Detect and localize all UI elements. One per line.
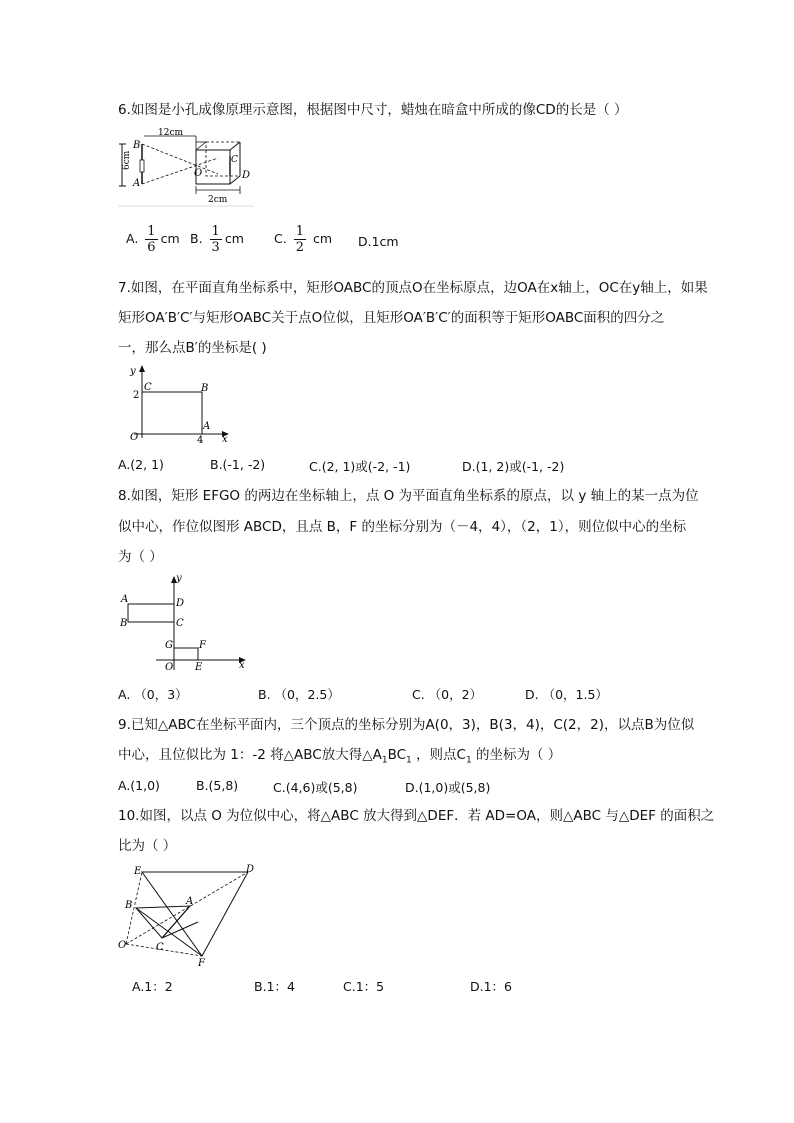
q6-label-C: C — [231, 155, 238, 165]
q9-line-2: 中心，且位似比为 1：-2 将△ABC放大得$\triangle A_1BC_1$ ，则点$C_1$ 的坐标为（ ） — [118, 747, 562, 766]
q8-coordinate-figure — [118, 572, 250, 674]
q8-label-C: C — [176, 618, 184, 629]
q10-label-E: E — [134, 866, 142, 877]
q8-label-F: F — [199, 640, 206, 651]
q10-label-A: A — [186, 896, 194, 907]
q9-option-B: B.(5,8) — [196, 778, 239, 793]
q10-label-O: O — [118, 940, 127, 951]
q7-option-A: A.(2, 1) — [118, 457, 164, 472]
q6-pinhole-figure — [118, 126, 258, 208]
q7-label-y: y — [130, 366, 136, 377]
q10-label-B: B — [125, 900, 133, 911]
q7-label-A: A — [203, 421, 211, 432]
q8-label-G: G — [165, 640, 173, 651]
q8-label-B: B — [120, 618, 128, 629]
q8-label-O: O — [165, 662, 174, 673]
q7-label-2: 2 — [133, 390, 140, 401]
q7-label-x: x — [222, 434, 228, 445]
q10-line-1: 10.如图，以点 O 为位似中心，将△ABC 放大得到△DEF．若 AD=OA，则△ABC 与△DEF 的面积之 — [118, 808, 715, 824]
q6-left-dim: 6cm — [122, 150, 132, 170]
q9-option-D: D.(1,0)或(5,8) — [405, 780, 491, 795]
q7-label-O: O — [130, 432, 139, 443]
q7-line-1: 7.如图，在平面直角坐标系中，矩形OABC的顶点O在坐标原点，边OA在x轴上，OC在y轴上，如果 — [118, 280, 708, 296]
q8-option-C: C. （0，2） — [412, 687, 483, 702]
q6-option-A: A. $\frac{1}{6}$ cm — [126, 224, 180, 255]
q9-line-1: 9.已知△ABC在坐标平面内，三个顶点的坐标分别为A(0，3)，B(3，4)，C(2，2)，以点B为位似 — [118, 717, 695, 733]
q6-bottom-dim: 2cm — [208, 195, 228, 205]
q6-stem: 6.如图是小孔成像原理示意图，根据图中尺寸，蜡烛在暗盒中所成的像CD的长是（ ） — [118, 102, 628, 118]
q6-top-dim: 12cm — [158, 128, 184, 138]
q6-option-B: B. $\frac{1}{3}$ cm — [190, 224, 244, 255]
q7-label-4: 4 — [197, 435, 204, 446]
q7-line-2: 矩形OA′B′C′与矩形OABC关于点O位似，且矩形OA′B′C′的面积等于矩形OABC面积的四分之 — [118, 310, 665, 326]
q8-option-A: A. （0，3） — [118, 687, 188, 702]
q8-line-2: 似中心，作位似图形 ABCD，且点 B，F 的坐标分别为（－4，4），（2，1），则位似中心的坐标 — [118, 519, 687, 535]
q6-label-D: D — [242, 170, 251, 181]
q7-rectangle-figure — [118, 362, 233, 446]
q10-label-D: D — [246, 864, 255, 875]
q9-option-A: A.(1,0) — [118, 778, 160, 793]
q10-label-F: F — [198, 958, 205, 969]
q10-triangle-figure — [118, 862, 260, 970]
q8-option-B: B. （0，2.5） — [258, 687, 340, 702]
q6-label-A: A — [133, 178, 141, 189]
q7-option-B: B.(-1, -2) — [210, 457, 266, 472]
q10-label-C: C — [156, 942, 164, 953]
q10-line-2: 比为（ ） — [118, 838, 177, 854]
q10-option-B: B.1：4 — [254, 979, 295, 994]
q8-label-A: A — [121, 594, 129, 605]
q8-label-D: D — [176, 598, 185, 609]
q7-label-B: B — [201, 383, 209, 394]
q7-option-D: D.(1, 2)或(-1, -2) — [462, 459, 565, 474]
q10-option-D: D.1：6 — [470, 979, 513, 994]
q6-option-C: C. $\frac{1}{2}$ cm — [274, 224, 332, 255]
q8-option-D: D. （0，1.5） — [525, 687, 608, 702]
q7-line-3: 一，那么点B′的坐标是( ) — [118, 340, 267, 356]
q8-label-E: E — [195, 662, 203, 673]
q6-label-B: B — [133, 140, 141, 151]
q7-label-C: C — [144, 382, 152, 393]
q8-label-y: y — [176, 573, 182, 584]
q8-line-1: 8.如图，矩形 EFGO 的两边在坐标轴上，点 O 为平面直角坐标系的原点，以 y 轴上的某一点为位 — [118, 488, 699, 504]
q8-line-3: 为（ ） — [118, 549, 163, 565]
q6-label-O: O — [194, 168, 203, 179]
q10-option-C: C.1：5 — [343, 979, 385, 994]
q9-option-C: C.(4,6)或(5,8) — [273, 780, 358, 795]
q10-option-A: A.1：2 — [132, 979, 173, 994]
q7-option-C: C.(2, 1)或(-2, -1) — [309, 459, 411, 474]
q8-label-x: x — [239, 660, 245, 671]
q6-option-D: D.1cm — [358, 234, 399, 249]
